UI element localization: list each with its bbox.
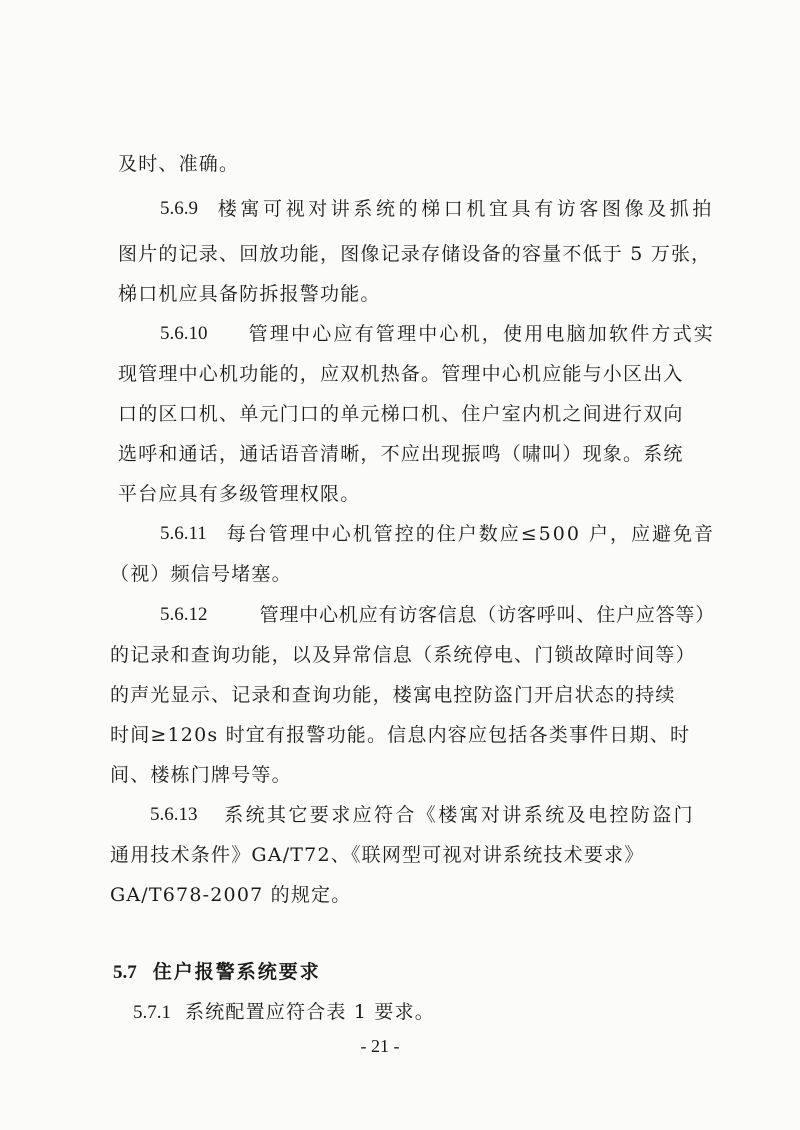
clause-5-6-9-line-1 xyxy=(160,197,715,221)
page-number: - 21 - xyxy=(360,1036,400,1056)
clause-5-6-12-line-3 xyxy=(110,683,676,707)
text-line: 口的区口机、单元门口的单元梯口机、住户室内机之间进行双向 xyxy=(118,403,684,425)
clause-5-6-10-line-2 xyxy=(118,362,684,386)
text-line: 的记录和查询功能，以及异常信息（系统停电、门锁故障时间等） xyxy=(110,644,696,666)
clause-number: 5.6.11 xyxy=(160,523,207,544)
clause-number: 5.6.9 xyxy=(160,198,198,219)
text-line: 间、楼栋门牌号等。 xyxy=(110,764,292,786)
text-line: 图片的记录、回放功能，图像记录存储设备的容量不低于 5 万张， xyxy=(118,243,712,265)
text-line: 现管理中心机功能的，应双机热备。管理中心机应能与小区出入 xyxy=(118,363,684,385)
clause-number: 5.6.13 xyxy=(150,804,198,825)
clause-5-6-12-line-5 xyxy=(110,763,292,787)
clause-5-6-13-line-3 xyxy=(110,883,351,907)
clause-5-6-12-line-4 xyxy=(110,723,690,747)
text-line: 选呼和通话，通话语音清晰，不应出现振鸣（啸叫）现象。系统 xyxy=(118,443,684,465)
text-line: 系统其它要求应符合《楼寓对讲系统及电控防盗门 xyxy=(224,804,695,826)
text-line: 平台应具有多级管理权限。 xyxy=(118,483,361,505)
text-line: 通用技术条件》GA/T72、《联网型可视对讲系统技术要求》 xyxy=(110,844,645,866)
clause-number: 5.6.12 xyxy=(160,604,208,625)
section-heading xyxy=(113,960,321,985)
clause-5-6-10-line-4 xyxy=(118,442,684,466)
section-title: 住户报警系统要求 xyxy=(152,961,321,983)
clause-5-6-12-line-2 xyxy=(110,643,696,667)
clause-5-7-1 xyxy=(133,1000,435,1025)
text-line: 管理中心机应有访客信息（访客呼叫、住户应答等） xyxy=(259,604,715,626)
text-line: （视）频信号堵塞。 xyxy=(110,563,292,585)
clause-5-6-10-line-3 xyxy=(118,402,684,426)
clause-5-6-10-line-1 xyxy=(160,322,715,346)
text-line: 的声光显示、记录和查询功能，楼寓电控防盗门开启状态的持续 xyxy=(110,684,676,706)
clause-number: 5.7.1 xyxy=(133,1002,171,1023)
clause-5-6-12-line-1 xyxy=(160,603,715,627)
text-line: GA/T678-2007 的规定。 xyxy=(110,884,352,906)
clause-5-6-11-line-1 xyxy=(160,522,715,546)
clause-number: 5.6.10 xyxy=(160,323,208,344)
clause-5-6-13-line-2 xyxy=(110,843,644,867)
clause-5-6-10-line-5 xyxy=(118,482,360,506)
text-line: 楼寓可视对讲系统的梯口机宜具有访客图像及抓拍 xyxy=(217,198,715,220)
text-line: 及时、准确。 xyxy=(118,153,240,175)
clause-5-6-9-line-3 xyxy=(118,282,381,306)
text-line: 管理中心应有管理中心机，使用电脑加软件方式实 xyxy=(248,323,715,345)
text-line: 时间≥120s 时宜有报警功能。信息内容应包括各类事件日期、时 xyxy=(110,724,691,746)
clause-5-6-11-line-2 xyxy=(110,562,292,586)
section-number: 5.7 xyxy=(113,962,137,983)
paragraph-continuation xyxy=(118,152,239,176)
clause-5-6-9-line-2 xyxy=(118,242,711,266)
clause-5-6-13-line-1 xyxy=(150,803,695,827)
text-line: 梯口机应具备防拆报警功能。 xyxy=(118,283,381,305)
text-line: 每台管理中心机管控的住户数应≤500 户，应避免音 xyxy=(226,523,715,545)
text-line: 系统配置应符合表 1 要求。 xyxy=(185,1001,435,1023)
